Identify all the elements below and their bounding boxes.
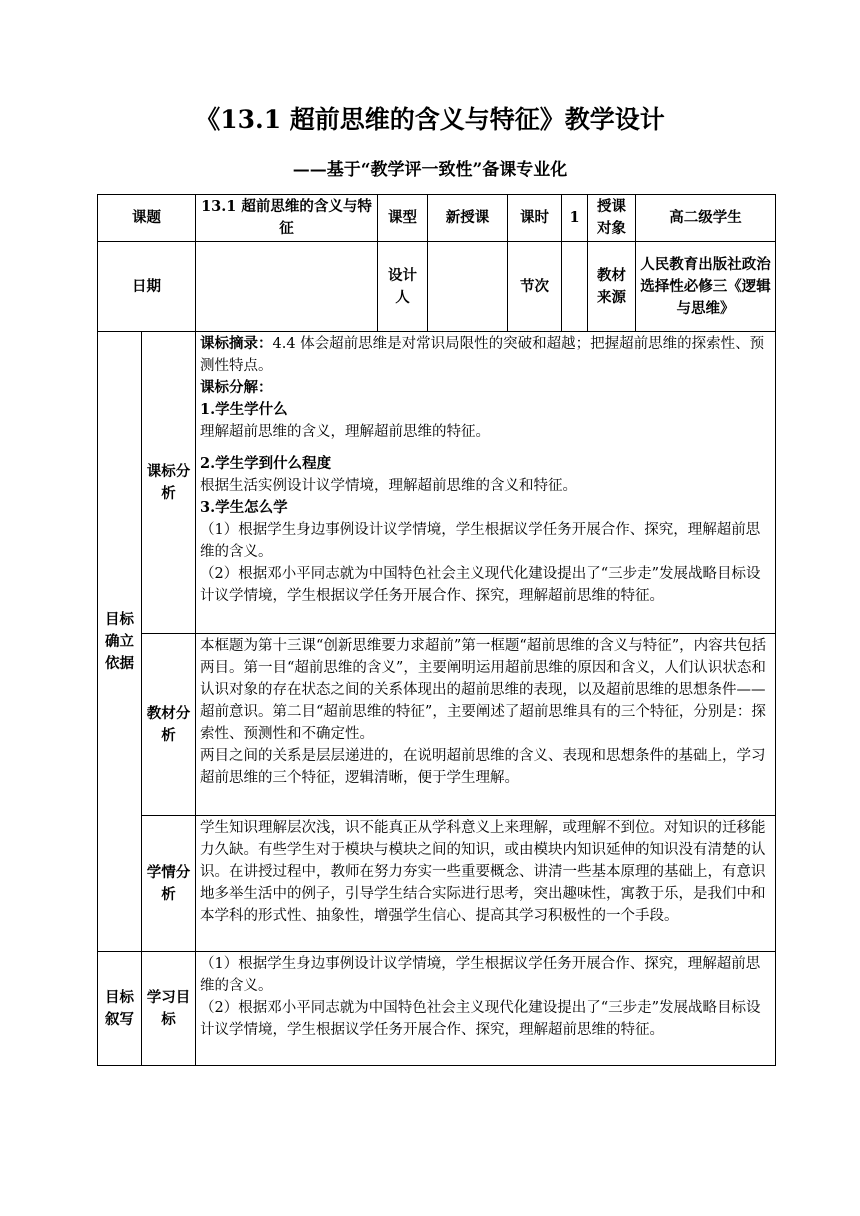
audience-label: 授课对象 [588,195,636,242]
lesson-plan-table [97,194,776,1066]
objectives-section-label: 目标叙写 [98,952,142,1066]
curriculum-content [196,332,776,634]
objective-1: （1）根据学生身边事例设计议学情境，学生根据议学任务开展合作、探究，理解超前思维的含义。 [200,956,761,994]
curriculum-q1: 1.学生学什么 [200,401,288,418]
curriculum-a1: 理解超前思维的含义，理解超前思维的特征。 [200,424,490,440]
textbook-row [98,634,776,816]
curriculum-breakdown-heading: 课标分解： [200,379,273,396]
students-content [196,816,776,952]
source-value: 人民教育出版社政治选择性必修三《逻辑与思维》 [636,242,776,332]
date-label: 日期 [98,242,196,332]
students-paragraph: 学生知识理解层次浅，识不能真正从学科意义上来理解，或理解不到位。对知识的迁移能力久缺。有些学生对于模块与模块之间的知识，或由模块内知识延伸的知识没有清楚的认识。在讲授过程中，教师在努力夯实一些重要概念、讲清一些基本原理的基础上，有意识地多举生活中的例子，引导学生结合实际进行思考，突出趣味性，寓教于乐，是我们中和本学科的形式性、抽象性，增强学生信心、提高其学习积极性的一个手段。 [200,820,766,924]
curriculum-a3-2: （2）根据邓小平同志就为中国特色社会主义现代化建设提出了“三步走”发展战略目标设计议学情境，学生根据议学任务开展合作、探究，理解超前思维的特征。 [200,566,761,604]
curriculum-row [98,332,776,634]
date-row [98,242,776,332]
curriculum-excerpt: 课标摘录：4.4 体会超前思维是对常识局限性的突破和超越；把握超前思维的探索性、预测性特点。 [200,335,765,374]
curriculum-a2: 根据生活实例设计议学情境，理解超前思维的含义和特征。 [200,478,577,494]
objective-2: （2）根据邓小平同志就为中国特色社会主义现代化建设提出了“三步走”发展战略目标设计议学情境，学生根据议学任务开展合作、探究，理解超前思维的特征。 [200,1000,761,1038]
header-row [98,195,776,242]
designer-value [428,242,508,332]
date-value [196,242,378,332]
textbook-content [196,634,776,816]
topic-value: 13.1 超前思维的含义与特征 [196,195,378,242]
type-label: 课型 [378,195,428,242]
type-value: 新授课 [428,195,508,242]
learning-objectives-label: 学习目标 [142,952,196,1066]
curriculum-q2: 2.学生学到什么程度 [200,455,332,472]
topic-label: 课题 [98,195,196,242]
textbook-label: 教材分析 [142,634,196,816]
period-value [562,242,588,332]
hours-value: 1 [562,195,588,242]
period-label: 节次 [508,242,562,332]
designer-label: 设计人 [378,242,428,332]
hours-label: 课时 [508,195,562,242]
students-row [98,816,776,952]
curriculum-q3: 3.学生怎么学 [200,499,288,516]
curriculum-a3-1: （1）根据学生身边事例设计议学情境，学生根据议学任务开展合作、探究，理解超前思维的含义。 [200,522,761,560]
textbook-paragraph-1: 本框题为第十三课“创新思维要力求超前”第一框题“超前思维的含义与特征”，内容共包括两目。第一目“超前思维的含义”，主要阐明运用超前思维的原因和含义，人们认识状态和认识对象的存在状态之间的关系体现出的超前思维的表现，以及超前思维的思想条件——超前意识。第二目“超前思维的特征”，主要阐述了超前思维具有的三个特征，分别是：探索性、预测性和不确定性。 [200,638,767,742]
textbook-paragraph-2: 两目之间的关系是层层递进的，在说明超前思维的含义、表现和思想条件的基础上，学习超前思维的三个特征，逻辑清晰，便于学生理解。 [200,748,766,786]
objectives-row [98,952,776,1066]
basis-section-label: 目标确立依据 [98,332,142,952]
curriculum-label: 课标分析 [142,332,196,634]
learning-objectives-content [196,952,776,1066]
audience-value: 高二级学生 [636,195,776,242]
document-subtitle: ——基于“教学评一致性”备课专业化 [292,160,568,180]
source-label: 教材来源 [588,242,636,332]
students-label: 学情分析 [142,816,196,952]
document-title: 《13.1 超前思维的含义与特征》教学设计 [195,105,665,134]
